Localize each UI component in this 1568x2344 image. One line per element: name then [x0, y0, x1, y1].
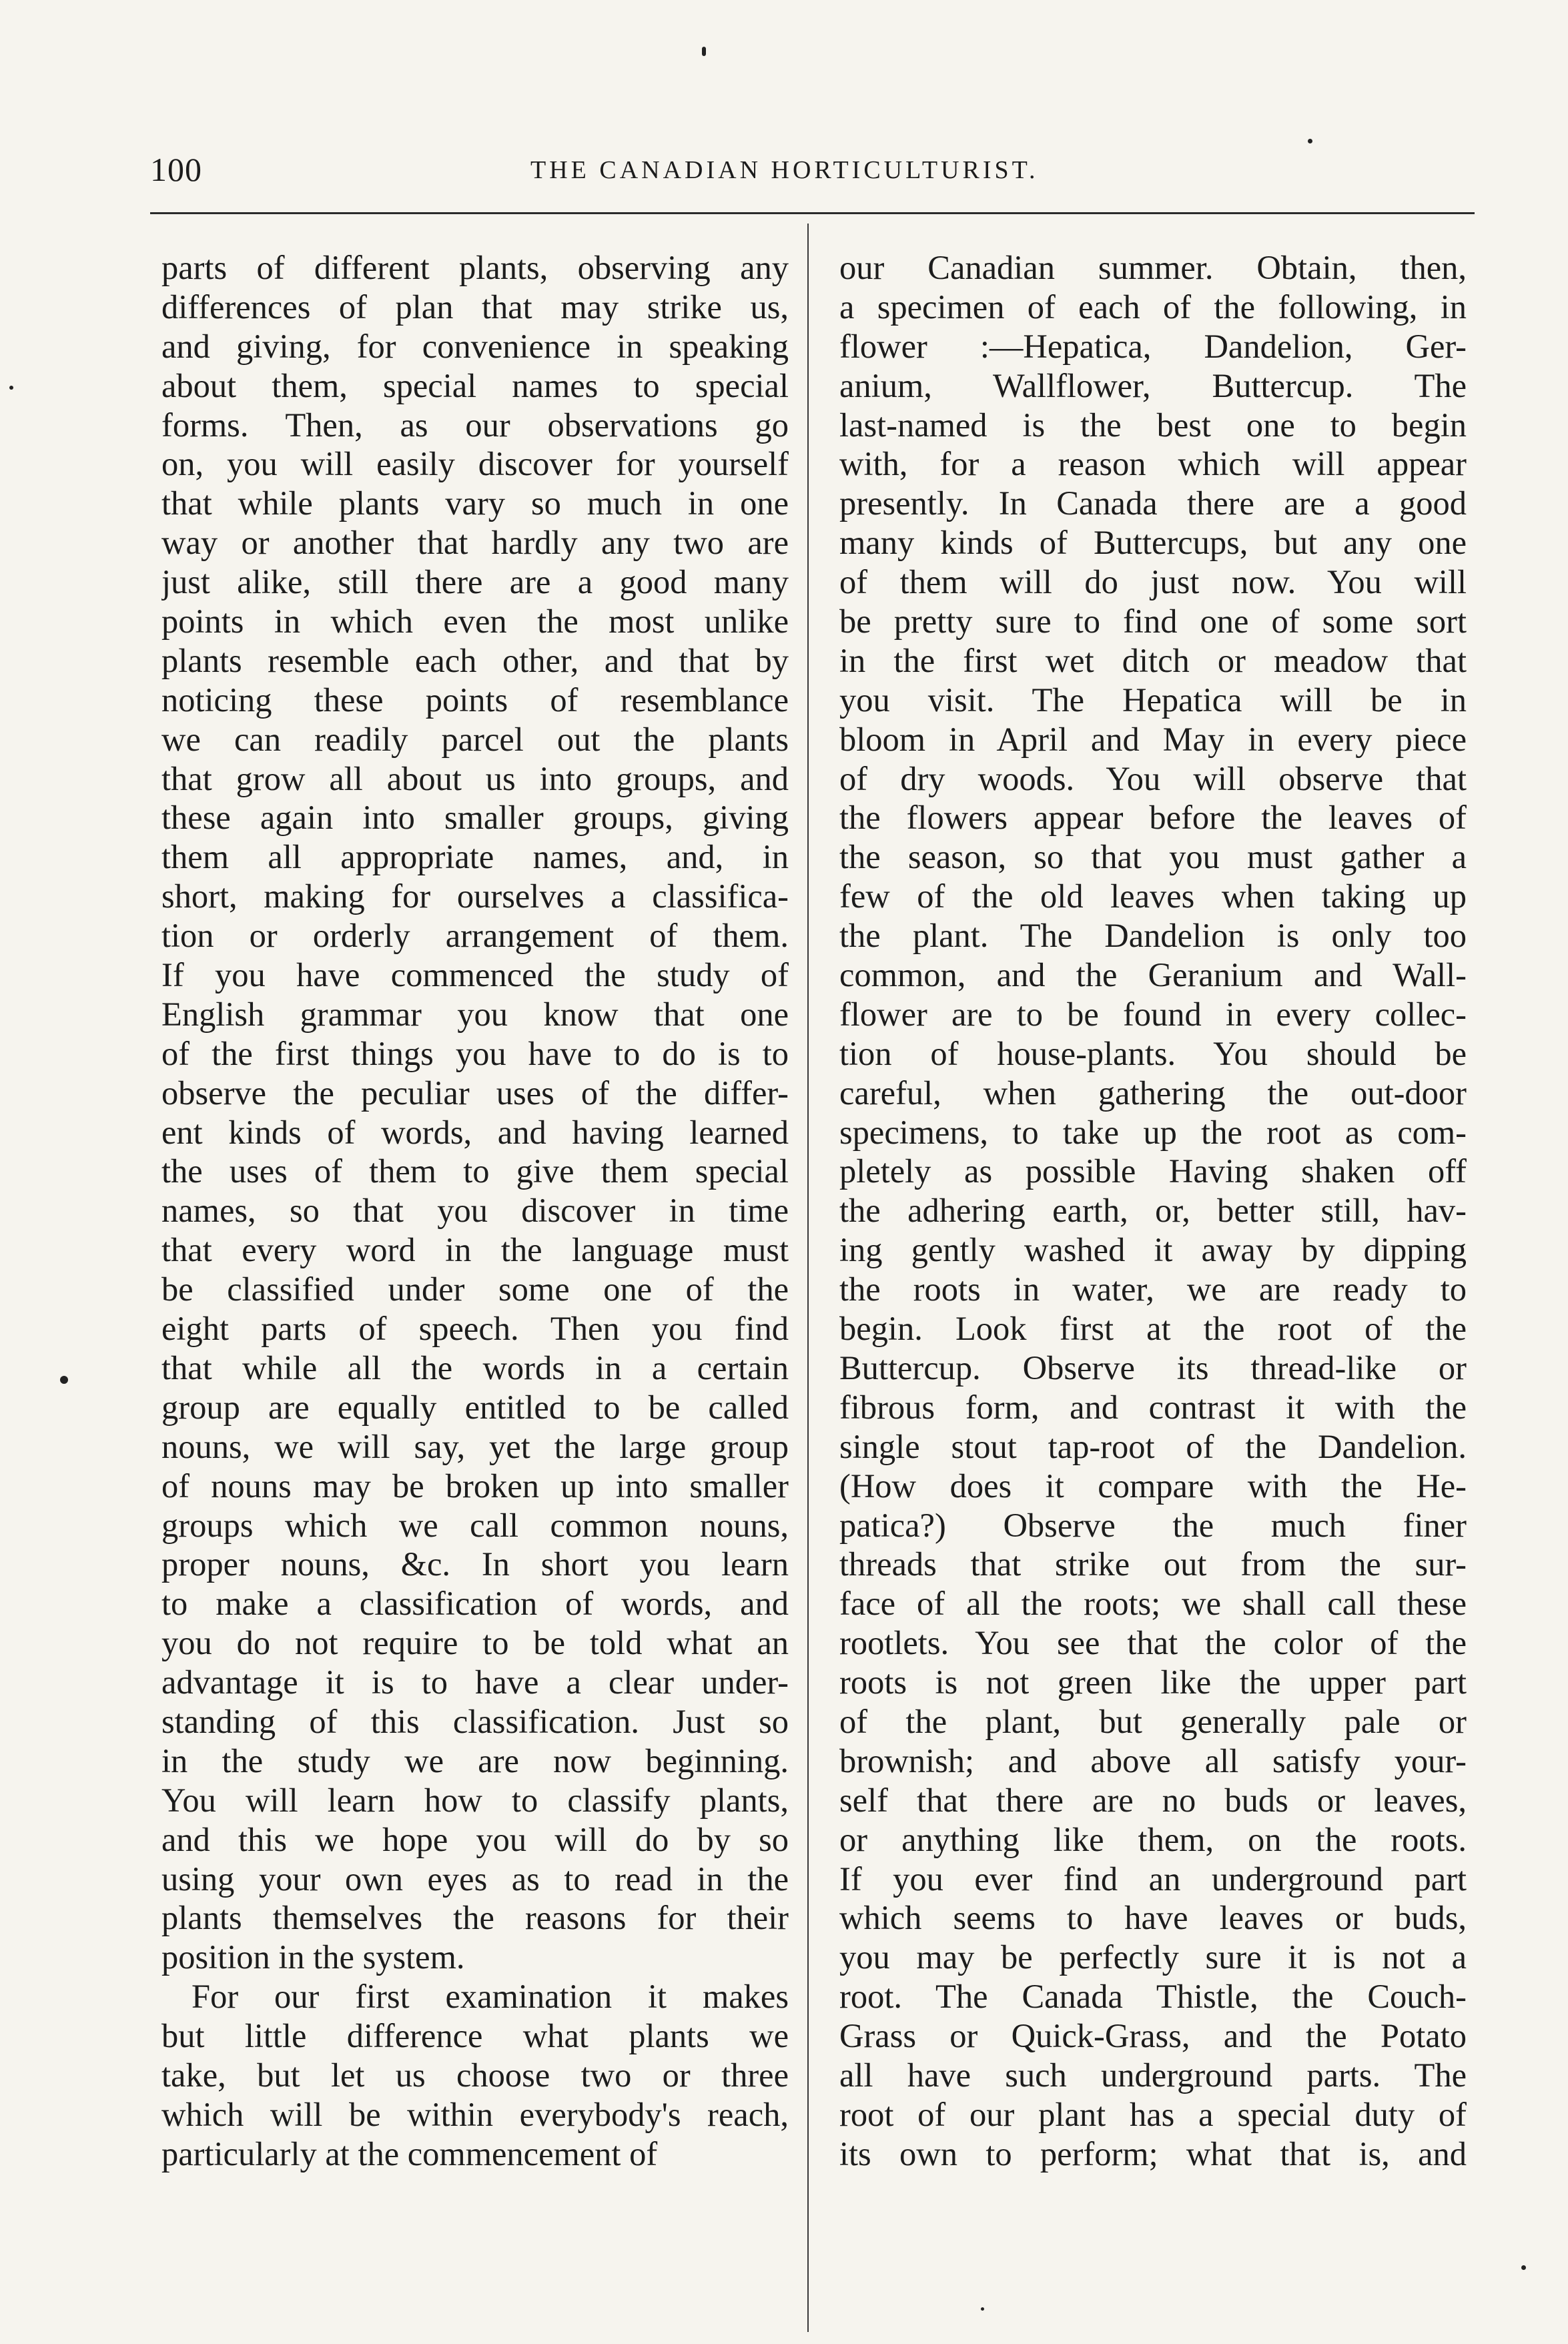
text-line: we can readily parcel out the plants [161, 720, 789, 758]
text-line: proper nouns, &c. In short you learn [161, 1545, 789, 1583]
text-line: You will learn how to classify plants, [161, 1781, 789, 1819]
page-number: 100 [150, 151, 202, 188]
text-line: For our first examination it makes [191, 1978, 789, 2016]
text-line: to make a classification of words, and [161, 1585, 789, 1623]
text-line: that while plants vary so much in one [161, 484, 789, 522]
text-line: them all appropriate names, and, in [161, 838, 789, 876]
text-line: points in which even the most unlike [161, 603, 789, 641]
text-line: the uses of them to give them special [161, 1152, 789, 1190]
text-line: the season, so that you must gather a [839, 838, 1467, 876]
text-line: its own to perform; what that is, and [839, 2134, 1467, 2173]
text-line: you visit. The Hepatica will be in [839, 681, 1467, 719]
text-line: tion of house-plants. You should be [839, 1034, 1467, 1072]
text-line: of them will do just now. You will [839, 563, 1467, 601]
text-line: English grammar you know that one [161, 995, 789, 1033]
left-column [161, 248, 789, 2174]
text-line: (How does it compare with the He- [839, 1467, 1467, 1505]
text-line: all have such underground parts. The [839, 2056, 1467, 2094]
text-line: our Canadian summer. Obtain, then, [839, 249, 1467, 286]
print-speck [9, 386, 13, 390]
text-line: pletely as possible Having shaken off [839, 1152, 1467, 1190]
text-line: advantage it is to have a clear under- [161, 1663, 789, 1701]
text-line: which seems to have leaves or buds, [839, 1899, 1467, 1937]
text-line: plants resemble each other, and that by [161, 641, 789, 679]
text-line: bloom in April and May in every piece [839, 720, 1467, 758]
text-line: few of the old leaves when taking up [839, 877, 1467, 915]
text-line: the flowers appear before the leaves of [839, 799, 1467, 837]
text-line: just alike, still there are a good many [161, 563, 789, 601]
text-line: flower are to be found in every collec- [839, 995, 1467, 1033]
text-line: brownish; and above all satisfy your- [839, 1741, 1467, 1780]
header-rule [150, 212, 1475, 214]
print-speck [702, 47, 706, 56]
text-line: in the first wet ditch or meadow that [839, 641, 1467, 679]
text-line: and this we hope you will do by so [161, 1820, 789, 1858]
text-line: eight parts of speech. Then you find [161, 1310, 789, 1348]
text-line: patica?) Observe the much finer [839, 1506, 1467, 1544]
text-line: and giving, for convenience in speaking [161, 327, 789, 365]
text-line: a specimen of each of the following, in [839, 288, 1467, 326]
text-line: of the first things you have to do is to [161, 1034, 789, 1072]
print-speck [1308, 139, 1312, 143]
print-speck [981, 2307, 984, 2311]
text-line: tion or orderly arrangement of them. [161, 917, 789, 955]
running-head: THE CANADIAN HORTICULTURIST. [530, 156, 1039, 184]
text-line: that every word in the language must [161, 1231, 789, 1269]
text-line: ing gently washed it away by dipping [839, 1231, 1467, 1269]
text-line: names, so that you discover in time [161, 1192, 789, 1230]
text-line: plants themselves the reasons for their [161, 1899, 789, 1937]
print-speck [1521, 2265, 1526, 2270]
text-line: about them, special names to special [161, 366, 789, 404]
text-line: face of all the roots; we shall call these [839, 1585, 1467, 1623]
text-line: If you ever find an underground part [839, 1860, 1467, 1898]
text-line: that grow all about us into groups, and [161, 759, 789, 797]
text-line: careful, when gathering the out-door [839, 1074, 1467, 1112]
text-line: parts of different plants, observing any [161, 249, 789, 286]
text-line: way or another that hardly any two are [161, 524, 789, 562]
text-line: the adhering earth, or, better still, hav- [839, 1192, 1467, 1230]
text-line: these again into smaller groups, giving [161, 799, 789, 837]
text-line: be classified under some one of the [161, 1270, 789, 1308]
text-line: or anything like them, on the roots. [839, 1820, 1467, 1858]
text-line: in the study we are now beginning. [161, 1741, 789, 1780]
text-line: ent kinds of words, and having learned [161, 1113, 789, 1151]
text-line: root. The Canada Thistle, the Couch- [839, 1978, 1467, 2016]
text-line: fibrous form, and contrast it with the [839, 1388, 1467, 1426]
text-line: threads that strike out from the sur- [839, 1545, 1467, 1583]
text-line: particularly at the commencement of [161, 2134, 658, 2173]
text-line: roots is not green like the upper part [839, 1663, 1467, 1701]
text-line: flower :—Hepatica, Dandelion, Ger- [839, 327, 1467, 365]
page-header [150, 150, 1475, 197]
text-line: position in the system. [161, 1938, 465, 1976]
text-line: last-named is the best one to begin [839, 406, 1467, 444]
text-line: anium, Wallflower, Buttercup. The [839, 366, 1467, 404]
text-line: many kinds of Buttercups, but any one [839, 524, 1467, 562]
text-line: which will be within everybody's reach, [161, 2095, 789, 2133]
text-line: If you have commenced the study of [161, 956, 789, 994]
text-line: of dry woods. You will observe that [839, 759, 1467, 797]
text-line: of nouns may be broken up into smaller [161, 1467, 789, 1505]
column-divider [807, 224, 809, 2332]
text-line: root of our plant has a special duty of [839, 2095, 1467, 2133]
text-line: the roots in water, we are ready to [839, 1270, 1467, 1308]
text-line: single stout tap-root of the Dandelion. [839, 1427, 1467, 1465]
text-line: group are equally entitled to be called [161, 1388, 789, 1426]
text-line: presently. In Canada there are a good [839, 484, 1467, 522]
text-line: using your own eyes as to read in the [161, 1860, 789, 1898]
text-line: begin. Look first at the root of the [839, 1310, 1467, 1348]
text-line: with, for a reason which will appear [839, 445, 1467, 483]
text-line: Grass or Quick-Grass, and the Potato [839, 2017, 1467, 2055]
print-speck [60, 1376, 68, 1384]
text-line: the plant. The Dandelion is only too [839, 917, 1467, 955]
text-line: you may be perfectly sure it is not a [839, 1938, 1467, 1976]
text-line: common, and the Geranium and Wall- [839, 956, 1467, 994]
text-line: observe the peculiar uses of the differ- [161, 1074, 789, 1112]
text-line: noticing these points of resemblance [161, 681, 789, 719]
text-line: Buttercup. Observe its thread-like or [839, 1348, 1467, 1387]
right-column [839, 248, 1467, 2174]
text-line: that while all the words in a certain [161, 1348, 789, 1387]
text-line: differences of plan that may strike us, [161, 288, 789, 326]
text-line: you do not require to be told what an [161, 1624, 789, 1662]
text-line: nouns, we will say, yet the large group [161, 1427, 789, 1465]
text-line: on, you will easily discover for yourself [161, 445, 789, 483]
text-line: of the plant, but generally pale or [839, 1702, 1467, 1740]
text-line: take, but let us choose two or three [161, 2056, 789, 2094]
text-line: be pretty sure to find one of some sort [839, 603, 1467, 641]
text-line: specimens, to take up the root as com- [839, 1113, 1467, 1151]
text-line: rootlets. You see that the color of the [839, 1624, 1467, 1662]
text-line: groups which we call common nouns, [161, 1506, 789, 1544]
text-line: forms. Then, as our observations go [161, 406, 789, 444]
text-line: but little difference what plants we [161, 2017, 789, 2055]
text-line: self that there are no buds or leaves, [839, 1781, 1467, 1819]
text-line: standing of this classification. Just so [161, 1702, 789, 1740]
text-line: short, making for ourselves a classifica- [161, 877, 789, 915]
